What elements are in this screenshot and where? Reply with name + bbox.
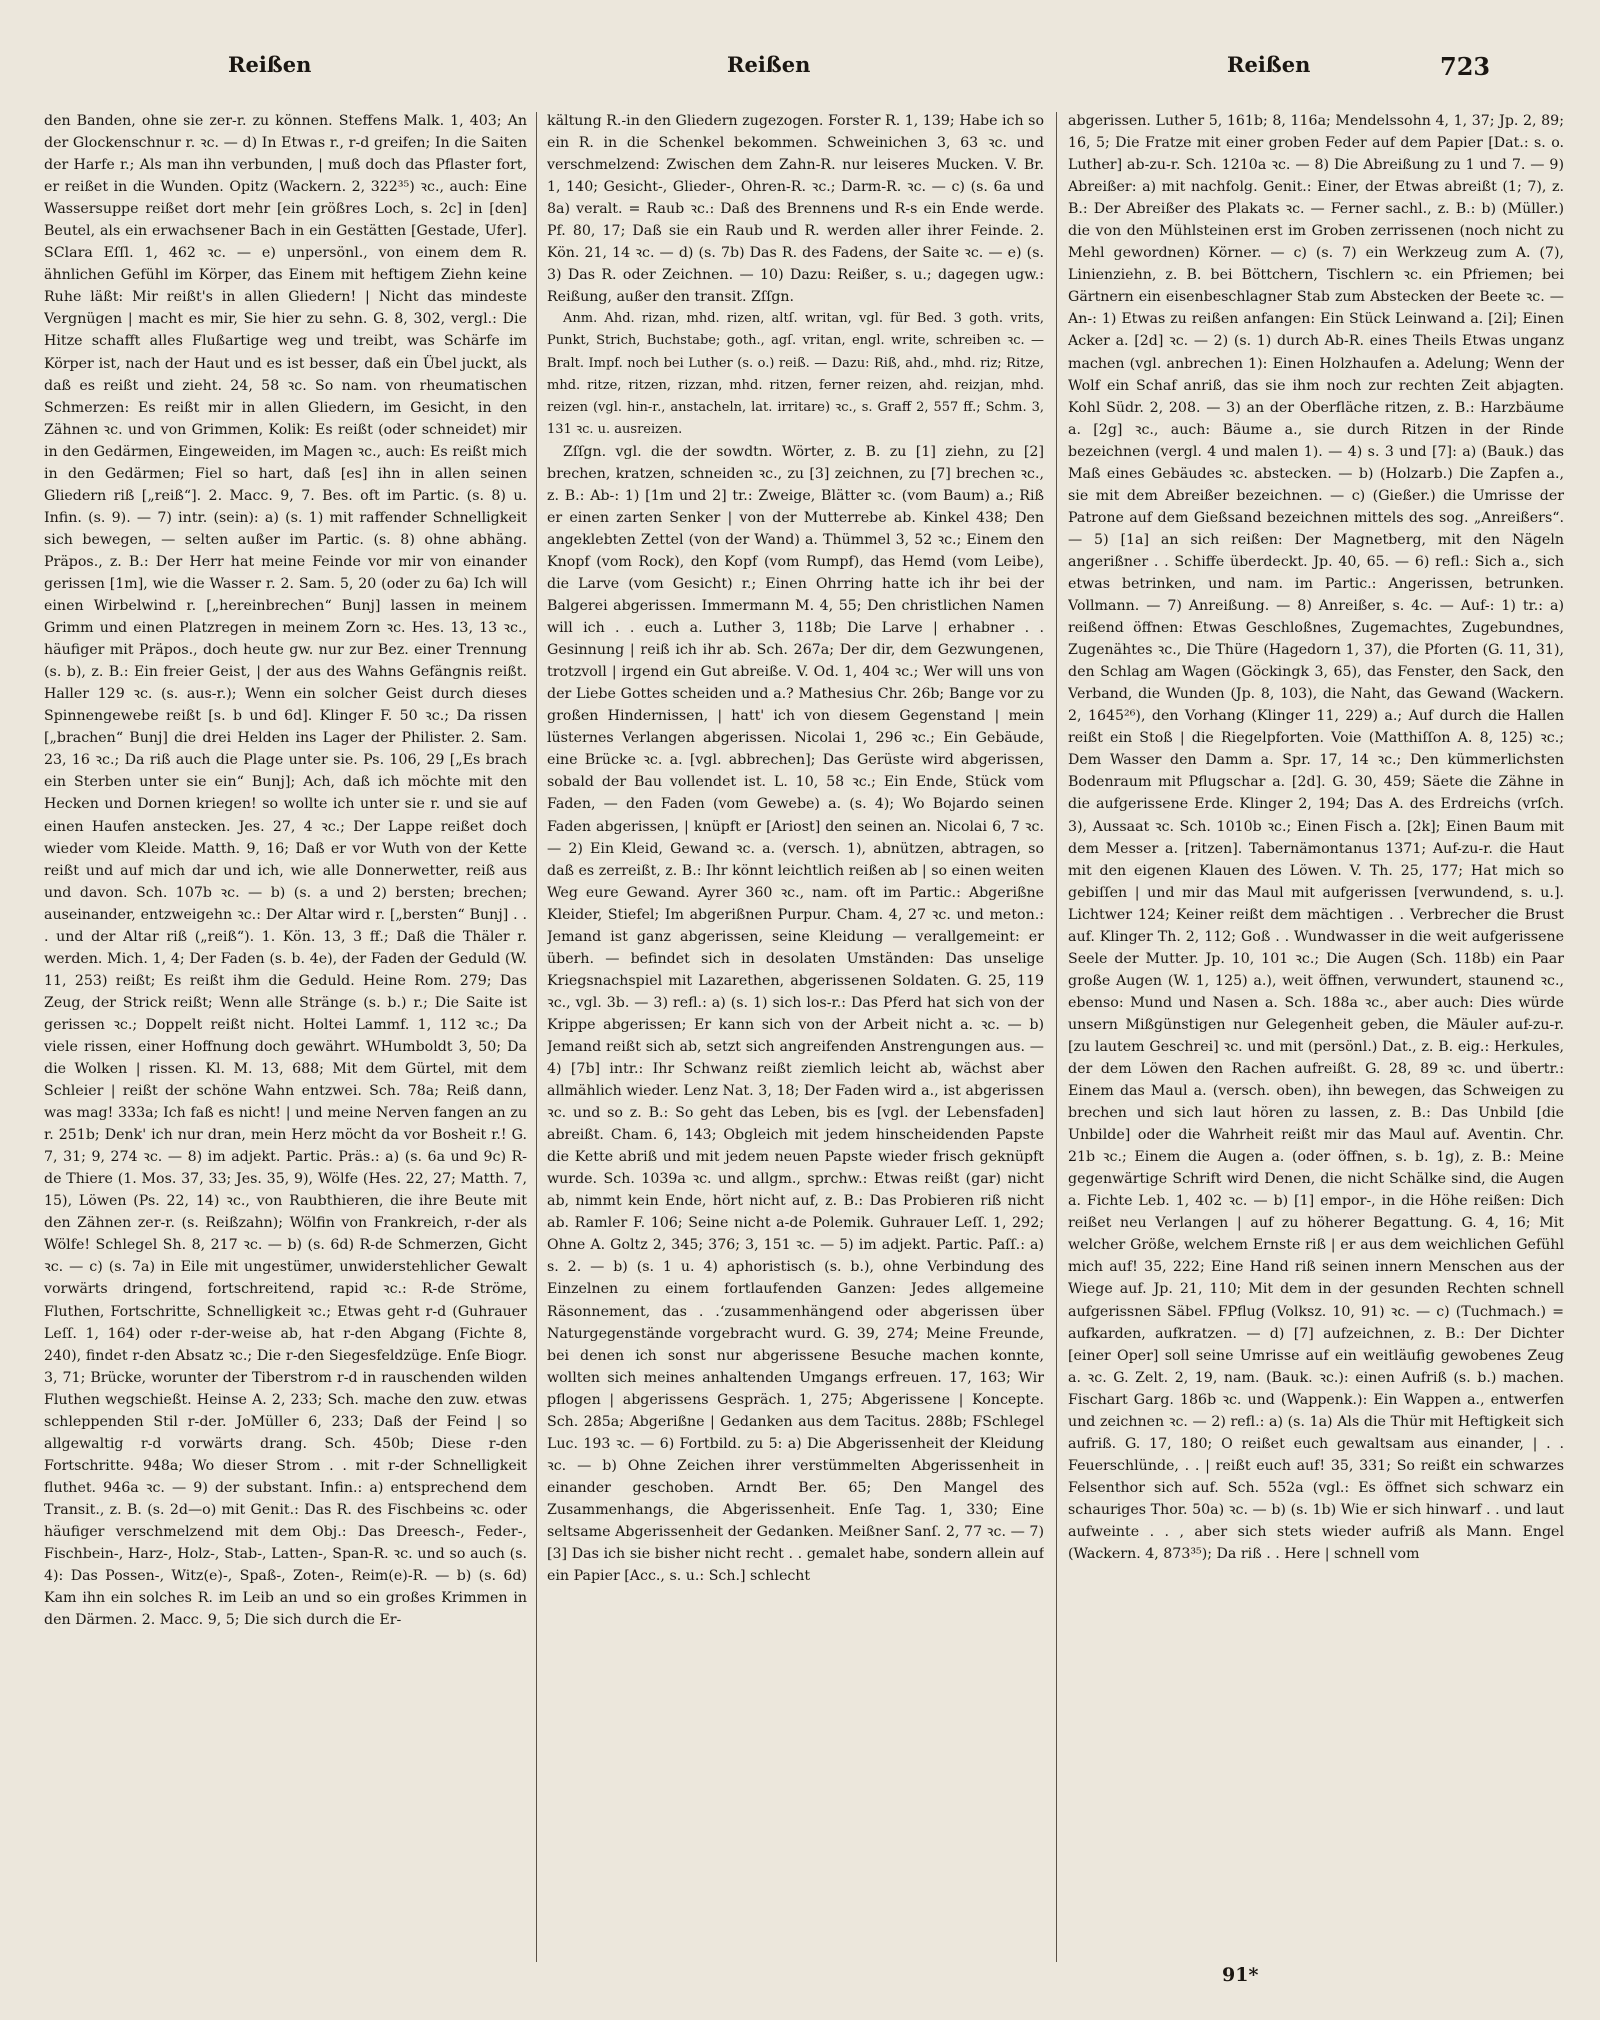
running-head-center: Reißen [727,52,811,77]
column-left-text: den Banden, ohne sie zer-r. zu können. Steffens Malk. 1, 403; An der Glockenschnur r. ꝛc. — d) In Etwas r., r-d greifen; In die Saiten der Harfe r.; Als man ihn verbunden, | muß doch das Pflaster fort, er reißet in die Wunden. Opitz (Wackern. 2, 322³⁵) ꝛc., auch: Eine Wassersuppe reißet dort mehr [ein größres Loch, s. 2c] in [den] Beutel, als ein erwachsener Bach in ein Gestätten [Gestade, Ufer]. SClara Eſſl. 1, 462 ꝛc. — e) unpersönl., von einem dem R. ähnlichen Gefühl im Körper, das Einem mit heftigem Ziehn keine Ruhe läßt: Mir reißt's in allen Gliedern! | Nicht das mindeste Vergnügen | macht es mir, Sie hier zu sehn. G. 8, 302, vergl.: Die Hitze schafft alles Flußartige weg und treibt, was Schärfe im Körper ist, nach der Haut und es ist besser, daß ein Übel juckt, als daß es reißt und zieht. 24, 58 ꝛc. So nam. von rheumatischen Schmerzen: Es reißt mir in allen Gliedern, im Gesicht, in den Zähnen ꝛc. und von Grimmen, Kolik: Es reißt (oder schneidet) mir in den Gedärmen, Eingeweiden, im Magen ꝛc., auch: Es reißt mich in den Gedärmen; Fiel so hart, daß [es] ihn in allen seinen Gliedern riß [„reiß“]. 2. Macc. 9, 7. Bes. oft im Partic. (s. 8) u. Infin. (s. 9). — 7) intr. (sein): a) (s. 1) mit raffender Schnelligkeit sich bewegen, — selten außer im Partic. (s. 8) ohne abhäng. Präpos., z. B.: Der Herr hat meine Feinde vor mir von einander gerissen [1m], wie die Wasser r. 2. Sam. 5, 20 (oder zu 6a) Ich will einen Wirbelwind r. [„hereinbrechen“ Bunj] lassen in meinem Grimm und einen Platzregen in meinem Zorn ꝛc. Hes. 13, 13 ꝛc., häufiger mit Präpos., doch heute gw. nur zur Bez. einer Trennung (s. b), z. B.: Ein freier Geist, | der aus des Wahns Gefängnis reißt. Haller 129 ꝛc. (s. aus-r.); Wenn ein solcher Geist durch dieses Spinnengewebe reißt [s. b und 6d]. Klinger F. 50 ꝛc.; Da rissen [„brachen“ Bunj] die drei Helden ins Lager der Philister. 2. Sam. 23, 16 ꝛc.; Da riß auch die Plage unter sie. Ps. 106, 29 [„Es brach ein Sterben unter sie ein“ Bunj]; Ach, daß ich möchte mit den Hecken und Dornen kriegen! so wollte ich unter sie r. und sie auf einen Haufen anstecken. Jes. 27, 4 ꝛc.; Der Lappe reißet doch wieder vom Kleide. Matth. 9, 16; Daß er vor Wuth von der Kette reißt und auf mich dar und ich, wie alle Donnerwetter, reiß aus und davon. Sch. 107b ꝛc. — b) (s. a und 2) bersten; brechen; auseinander, entzweigehn ꝛc.: Der Altar wird r. [„bersten“ Bunj] . . . und der Altar riß („reiß“). 1. Kön. 13, 3 ff.; Daß die Thäler r. werden. Mich. 1, 4; Der Faden (s. b. 4e), der Faden der Geduld (W. 11, 253) reißt; Es reißt ihm die Geduld. Heine Rom. 279; Das Zeug, der Strick reißt; Wenn alle Stränge (s. b.) r.; Die Saite ist gerissen ꝛc.; Doppelt reißt nicht. Holtei Lammf. 1, 112 ꝛc.; Da viele rissen, einer Hoffnung doch gewährt. WHumboldt 3, 50; Da die Wolken | rissen. Kl. M. 13, 688; Mit dem Gürtel, mit dem Schleier | reißt der schöne Wahn entzwei. Sch. 78a; Reiß dann, was mag! 333a; Ich faß es nicht! | und meine Nerven fangen an zu r. 251b; Denk' ich nur dran, mein Herz möcht da vor Bosheit r.! G. 7, 31; 9, 274 ꝛc. — 8) im adjekt. Partic. Präs.: a) (s. 6a und 9c) R-de Thiere (1. Mos. 37, 33; Jes. 35, 9), Wölfe (Hes. 22, 27; Matth. 7, 15), Löwen (Ps. 22, 14) ꝛc., von Raubthieren, die ihre Beute mit den Zähnen zer-r. (s. Reißzahn); Wölfin von Frankreich, r-der als Wölfe! Schlegel Sh. 8, 217 ꝛc. — b) (s. 6d) R-de Schmerzen, Gicht ꝛc. — c) (s. 7a) in Eile mit ungestümer, unwiderstehlicher Gewalt vorwärts dringend, fortschreitend, rapid ꝛc.: R-de Ströme, Fluthen, Fortschritte, Schnelligkeit ꝛc.; Etwas geht r-d (Guhrauer Leſſ. 1, 164) oder r-der-weise ab, hat r-den Abgang (Fichte 8, 240), findet r-den Absatz ꝛc.; Die r-den Siegesfeldzüge. Enſe Biogr. 3, 71; Brücke, worunter der Tiberstrom r-d in rauschenden wilden Fluthen wegschießt. Heinse A. 2, 233; Sch. mache den zuw. etwas schleppenden Stil r-der. JoMüller 6, 233; Daß der Feind | so allgewaltig r-d vorwärts drang. Sch. 450b; Diese r-den Fortschritte. 948a; Wo dieser Strom . . mit r-der Schnelligkeit fluthet. 946a ꝛc. — 9) der substant. Infin.: a) entsprechend dem Transit., z. B. (s. 2d—o) mit Genit.: Das R. des Fischbeins ꝛc. oder häufiger verschmelzend mit dem Obj.: Das Dreesch-, Feder-, Fischbein-, Harz-, Holz-, Stab-, Latten-, Span-R. ꝛc. und so auch (s. 4): Das Possen-, Witz(e)-, Spaß-, Zoten-, Reim(e)-R. — b) (s. 6d) Kam ihn ein solches R. im Leib an und so ein großes Krimmen in den Därmen. 2. Macc. 9, 5; Die sich durch die Er- [44,113,527,1629]
column-divider-right [1056,112,1057,1962]
page-number: 723 [1440,52,1491,81]
column-divider-left [536,112,537,1962]
running-head-right: Reißen [1227,52,1311,77]
text-column-right [1068,110,1564,1970]
column-right-text: abgerissen. Luther 5, 161b; 8, 116a; Mendelssohn 4, 1, 37; Jp. 2, 89; 16, 5; Die Fratze mit einer groben Feder auf dem Papier [Dat.: s. o. Luther] ab-zu-r. Sch. 1210a ꝛc. — 8) Die Abreißung zu 1 und 7. — 9) Abreißer: a) mit nachfolg. Genit.: Einer, der Etwas abreißt (1; 7), z. B.: Der Abreißer des Plakats ꝛc. — Ferner sachl., z. B.: b) (Müller.) die von den Mühlsteinen erst im Groben zerrissenen (noch nicht zu Mehl gewordnen) Körner. — c) (s. 7) ein Werkzeug zum A. (7), Linienziehn, z. B. bei Böttchern, Tischlern ꝛc. ein Pfriemen; bei Gärtnern ein eisenbeschlagner Stab zum Abstecken der Beete ꝛc. — An-: 1) Etwas zu reißen anfangen: Ein Stück Leinwand a. [2i]; Einen Acker a. [2d] ꝛc. — 2) (s. 1) durch Ab-R. eines Theils Etwas unganz machen (vgl. anbrechen 1): Einen Holzhaufen a. Adelung; Wenn der Wolf ein Schaf anriß, das sie ihm noch zur rechten Zeit abjagten. Kohl Südr. 2, 208. — 3) an der Oberfläche ritzen, z. B.: Harzbäume a. [2g] ꝛc., auch: Bäume a., sie durch Ritzen in der Rinde bezeichnen (vergl. 4 und malen 1). — 4) s. 3 und [7]: a) (Bauk.) das Maß eines Gebäudes ꝛc. abstecken. — b) (Holzarb.) Die Zapfen a., sie mit dem Abreißer bezeichnen. — c) (Gießer.) die Umrisse der Patrone auf dem Gießsand bezeichnen mittels des sog. „Anreißers“. — 5) [1a] an sich reißen: Der Magnetberg, mit den Nägeln angerißner . . Schiffe überdeckt. Jp. 40, 65. — 6) refl.: Sich a., sich etwas betrinken, und nam. im Partic.: Angerissen, betrunken. Vollmann. — 7) Anreißung. — 8) Anreißer, s. 4c. — Auf-: 1) tr.: a) reißend öffnen: Etwas Geschloßnes, Zugemachtes, Zugebundnes, Zugenähtes ꝛc., Die Thüre (Hagedorn 1, 37), die Pforten (G. 11, 31), den Schlag am Wagen (Göckingk 3, 65), das Fenster, den Sack, den Verband, die Wunden (Jp. 8, 103), die Naht, das Gewand (Wackern. 2, 1645²⁶), den Vorhang (Klinger 11, 229) a.; Auf durch die Hallen reißt ein Stoß | die Riegelpforten. Voie (Matthiſſon A. 8, 125) ꝛc.; Dem Wasser den Damm a. Spr. 17, 14 ꝛc.; Den kümmerlichsten Bodenraum mit Pflugschar a. [2d]. G. 30, 459; Säete die Zähne in die aufgerissene Erde. Klinger 2, 194; Das A. des Erdreichs (vrſch. 3), Aussaat ꝛc. Sch. 1010b ꝛc.; Einen Fisch a. [2k]; Einen Baum mit dem Messer a. [ritzen]. Tabernämontanus 1371; Auf-zu-r. die Haut mit den eigenen Klauen des Löwen. V. Th. 25, 177; Hat mich so gebiſſen | und mir das Maul mit aufgerissen [verwundend, s. u.]. Lichtwer 124; Keiner reißt dem mächtigen . . Verbrecher die Brust auf. Klinger Th. 2, 112; Goß . . Wundwasser in die weit aufgerissene Seele der Mutter. Jp. 10, 101 ꝛc.; Die Augen (Sch. 118b) ein Paar große Augen (W. 1, 125) a.), weit öffnen, verwundert, staunend ꝛc., ebenso: Mund und Nasen a. Sch. 188a ꝛc., aber auch: Dies würde unsern Mißgünstigen nur Gelegenheit geben, die Mäuler auf-zu-r. [zu lautem Geschrei] ꝛc. und mit (persönl.) Dat., z. B. eig.: Herkules, der dem Löwen den Rachen aufreißt. G. 28, 89 ꝛc. und übertr.: Einem das Maul a. (versch. oben), ihn bewegen, das Schweigen zu brechen und sich laut hören zu lassen, z. B.: Das Unbild [die Unbilde] oder die Wahrheit reißt mir das Maul auf. Aventin. Chr. 21b ꝛc.; Einem die Augen a. (oder öffnen, s. b. 1g), z. B.: Meine gegenwärtige Schrift wird Denen, die nicht Schälke sind, die Augen a. Fichte Leb. 1, 402 ꝛc. — b) [1] empor-, in die Höhe reißen: Dich reißet neu Verlangen | auf zu höherer Begattung. G. 4, 16; Mit welcher Größe, welchem Ernste riß | er aus dem weichlichen Gefühl mich auf! 35, 222; Eine Hand riß seinen innern Menschen aus der Wiege auf. Jp. 21, 110; Mit dem in der gesunden Rechten schnell aufgerissnen Säbel. FPflug (Volksz. 10, 91) ꝛc. — c) (Tuchmach.) = aufkarden, aufkratzen. — d) [7] aufzeichnen, z. B.: Der Dichter [einer Oper] soll seine Umrisse auf ein weitläufig gewobenes Zeug a. ꝛc. G. Zelt. 2, 19, nam. (Bauk. ꝛc.): einen Aufriß (s. b.) machen. Fischart Garg. 186b ꝛc. und (Wappenk.): Ein Wappen a., entwerfen und zeichnen ꝛc. — 2) refl.: a) (s. 1a) Als die Thür mit Heftigkeit sich aufriß. G. 17, 180; O reißet euch gewaltsam aus einander, | . . Feuerschlünde, . . | reißt euch auf! 35, 331; So reißt ein schwarzes Felsenthor sich auf. Sch. 552a (vgl.: Es öffnet sich schwarz ein schauriges Thor. 50a) ꝛc. — b) (s. 1b) Wie er sich hinwarf . . und laut aufweinte . . , aber sich stets wieder aufriß als Mann. Engel (Wackern. 4, 873³⁵); Da riß . . Here | schnell vom [1068,113,1564,1563]
column-center-text: kältung R.-in den Gliedern zugezogen. Forster R. 1, 139; Habe ich so ein R. in die Schenkel bekommen. Schweinichen 3, 63 ꝛc. und verschmelzend: Zwischen dem Zahn-R. nur leiseres Mucken. V. Br. 1, 140; Gesicht-, Glieder-, Ohren-R. ꝛc.; Darm-R. ꝛc. — c) (s. 6a und 8a) veralt. = Raub ꝛc.: Daß des Brennens und R-s ein Ende werde. Pf. 80, 17; Daß sie ein Raub und R. werden aller ihrer Feinde. 2. Kön. 21, 14 ꝛc. — d) (s. 7b) Das R. des Fadens, der Saite ꝛc. — e) (s. 3) Das R. oder Zeichnen. — 10) Dazu: Reißer, s. u.; dagegen ugw.: Reißung, außer den transit. Zſſgn. [547,113,1044,306]
column-center-anmerkung: Anm. Ahd. rizan, mhd. rizen, altſ. writan, vgl. für Bed. 3 goth. vrits, Punkt, Strich, Buchstabe; goth., agſ. vritan, engl. write, schreiben ꝛc. — Bralt. Impf. noch bei Luther (s. o.) reiß. — Dazu: Riß, ahd., mhd. riz; Ritze, mhd. ritze, ritzen, rizzan, mhd. ritzen, ferner reizen, ahd. reizjan, mhd. reizen (vgl. hin-r., anstacheln, lat. irritare) ꝛc., s. Graff 2, 557 ff.; Schm. 3, 131 ꝛc. u. ausreizen. [547,311,1044,437]
column-center-zusammensetzungen: Zſſgn. vgl. die der sowdtn. Wörter, z. B. zu [1] ziehn, zu [2] brechen, kratzen, schneiden ꝛc., zu [3] zeichnen, zu [7] brechen ꝛc., z. B.: Ab-: 1) [1m und 2] tr.: Zweige, Blätter ꝛc. (vom Baum) a.; Riß er einen zarten Senker | von der Mutterrebe ab. Kinkel 438; Den angeklebten Zettel (von der Wand) a. Thümmel 3, 52 ꝛc.; Einem den Knopf (vom Rock), den Kopf (vom Rumpf), das Hemd (vom Leibe), die Larve (vom Gesicht) r.; Einen Ohrring hatte ich ihr bei der Balgerei abgerissen. Immermann M. 4, 55; Den christlichen Namen will ich . . euch a. Luther 3, 118b; Die Larve | erhabner . . Gesinnung | reiß ich ihr ab. Sch. 267a; Der dir, dem Gezwungenen, trotzvoll | irgend ein Gut abreiße. V. Od. 1, 404 ꝛc.; Wer will uns von der Liebe Gottes scheiden und a.? Mathesius Chr. 26b; Bange vor zu großen Hindernissen, | hatt' ich von diesem Gegenstand | mein lüsternes Verlangen abgerissen. Nicolai 1, 296 ꝛc.; Ein Gebäude, eine Brücke ꝛc. a. [vgl. abbrechen]; Das Gerüste wird abgerissen, sobald der Bau vollendet ist. L. 10, 58 ꝛc.; Ein Ende, Stück vom Faden, — den Faden (vom Gewebe) a. (s. 4); Wo Bojardo seinen Faden abgerissen, | knüpft er [Ariost] den seinen an. Nicolai 6, 7 ꝛc. — 2) Ein Kleid, Gewand ꝛc. a. (versch. 1), abnützen, abtragen, so daß es zerreißt, z. B.: Ihr könnt leichtlich reißen ab | so einen weiten Weg eure Gewand. Ayrer 360 ꝛc., nam. oft im Partic.: Abgerißne Kleider, Stiefel; Im abgerißnen Purpur. Cham. 4, 27 ꝛc. und meton.: Jemand ist ganz abgerissen, seine Kleidung — verallgemeint: er überh. — befindet sich in desolaten Umständen: Das unselige Kriegsnachspiel mit Lazarethen, abgerissenen Soldaten. G. 25, 119 ꝛc., vgl. 3b. — 3) refl.: a) (s. 1) sich los-r.: Das Pferd hat sich von der Krippe abgerissen; Er kann sich von der Arbeit nicht a. ꝛc. — b) Jemand reißt sich ab, setzt sich angreifenden Anstrengungen aus. — 4) [7b] intr.: Ihr Schwanz reißt ziemlich leicht ab, wächst aber allmählich wieder. Lenz Nat. 3, 18; Der Faden wird a., ist abgerissen ꝛc. und so z. B.: So geht das Leben, bis es [vgl. der Lebensfaden] abreißt. Cham. 6, 143; Obgleich mit jedem hinscheidenden Papste die Kette abriß und mit jedem neuen Papste wieder frisch geknüpft wurde. Sch. 1039a ꝛc. und allgm., sprchw.: Etwas reißt (gar) nicht ab, nimmt kein Ende, hört nicht auf, z. B.: Das Probieren riß nicht ab. Ramler F. 106; Seine nicht a-de Polemik. Guhrauer Leſſ. 1, 292; Ohne A. Goltz 2, 345; 376; 3, 151 ꝛc. — 5) im adjekt. Partic. Paſſ.: a) s. 2. — b) (s. 1 u. 4) aphoristisch (s. b.), ohne Verbindung des Einzelnen zu einem fortlaufenden Ganzen: Jedes allgemeine Räsonnement, das . .ʻzusammenhängend oder abgerissen über Naturgegenstände vorgebracht wurd. G. 39, 274; Meine Freunde, bei denen ich sonst nur abgerissene Besuche machen konnte, wollten sich meines anhaltenden Umgangs erfreuen. 17, 163; Wir pflogen | abgerissens Gespräch. 1, 275; Abgerissene | Koncepte. Sch. 285a; Abgerißne | Gedanken aus dem Tacitus. 288b; FSchlegel Luc. 193 ꝛc. — 6) Fortbild. zu 5: a) Die Abgerissenheit der Kleidung ꝛc. — b) Ohne Zeichen ihrer verstümmelten Abgerissenheit in einander geschoben. Arndt Ber. 65; Den Mangel des Zusammenhangs, die Abgerissenheit. Enſe Tag. 1, 330; Eine seltsame Abgerissenheit der Gedanken. Meißner Sanſ. 2, 77 ꝛc. — 7) [3] Das ich sie bisher nicht recht . . gemalet habe, sondern allein auf ein Papier [Acc., s. u.: Sch.] schlecht [547,443,1044,1585]
running-head-left: Reißen [228,52,312,77]
printer-signature: 91* [1222,1964,1259,1986]
text-column-center [547,110,1044,1970]
text-column-left [44,110,527,1970]
